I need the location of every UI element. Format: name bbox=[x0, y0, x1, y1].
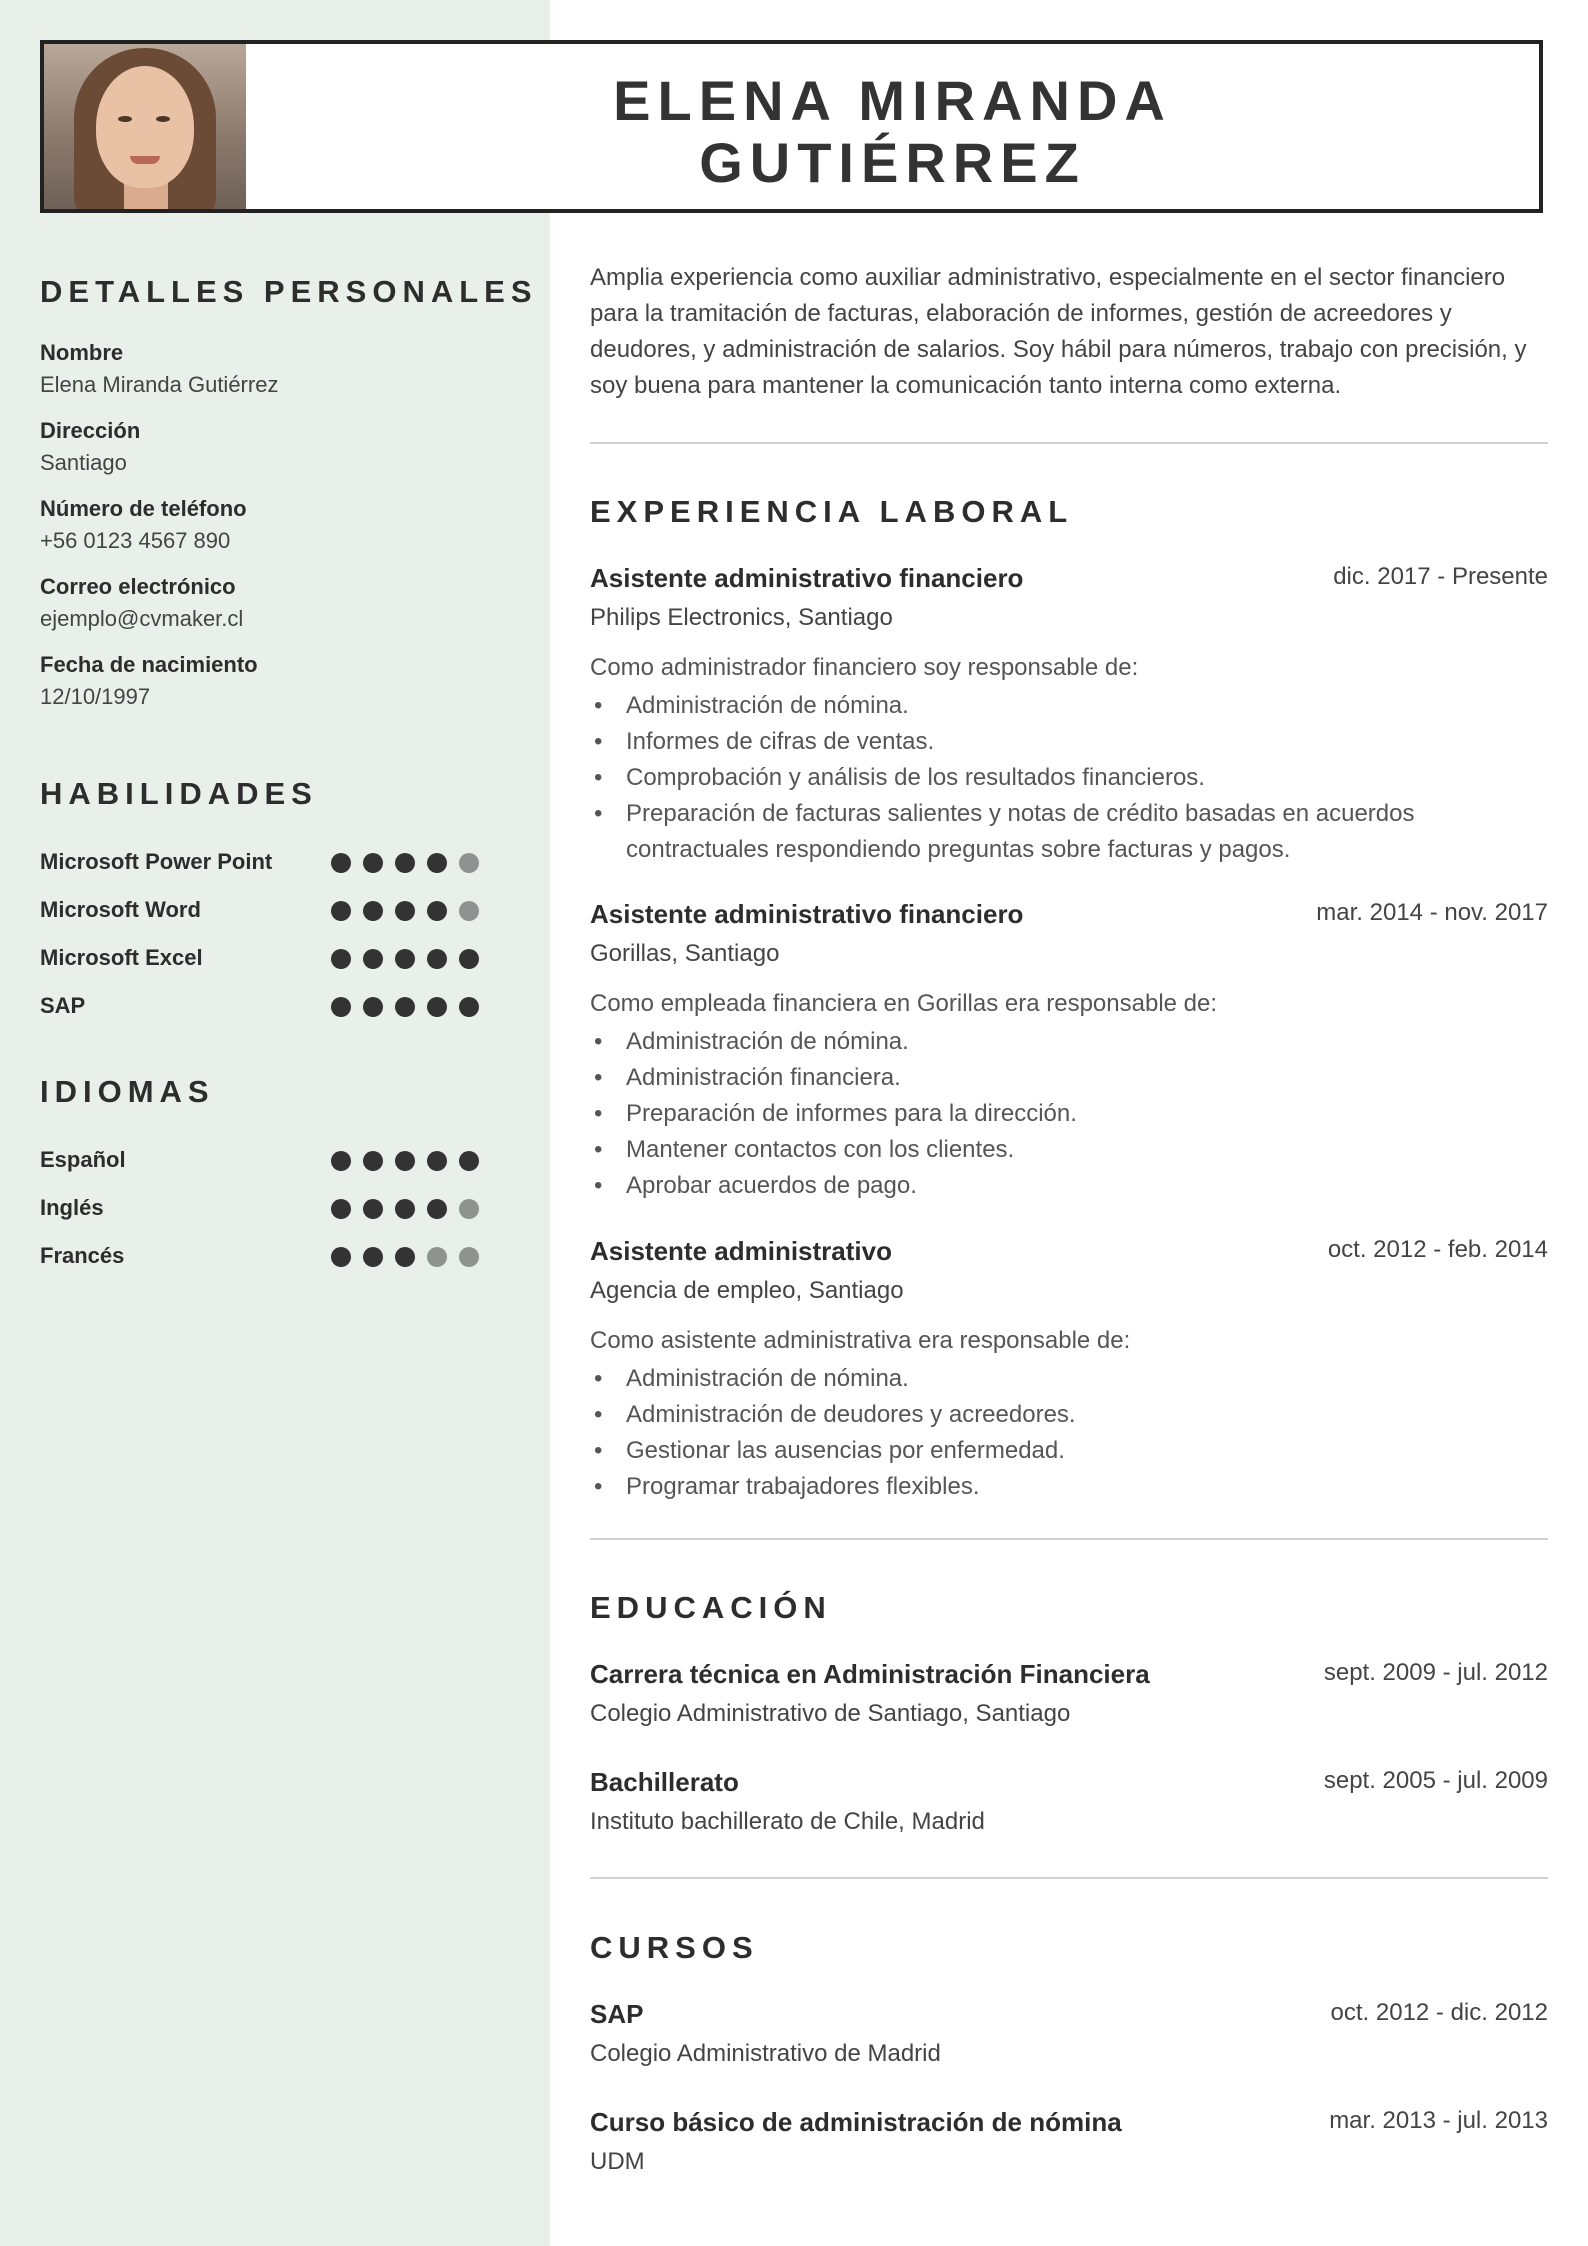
rating-dot-filled bbox=[363, 853, 383, 873]
rating-dot-empty bbox=[459, 1199, 479, 1219]
skill-row bbox=[40, 895, 480, 925]
rating-dot-empty bbox=[459, 901, 479, 921]
list-item: • Informes de cifras de ventas. bbox=[590, 724, 1550, 760]
list-item: • Administración de nómina. bbox=[590, 1361, 1550, 1397]
rating-dot-filled bbox=[331, 949, 351, 969]
header-box bbox=[40, 40, 1543, 213]
personal-details-title: DETALLES PERSONALES bbox=[40, 274, 538, 309]
detail-label-name: Nombre bbox=[40, 340, 124, 365]
language-row bbox=[40, 1193, 480, 1223]
language-name: Inglés bbox=[40, 1195, 104, 1220]
skill-row bbox=[40, 991, 480, 1021]
list-item: • Preparación de informes para la dirección. bbox=[590, 1096, 1550, 1132]
detail-label-email: Correo electrónico bbox=[40, 574, 236, 599]
detail-value-birthdate: 12/10/1997 bbox=[40, 684, 151, 709]
experience-title: EXPERIENCIA LABORAL bbox=[590, 494, 1074, 529]
rating-dot-filled bbox=[331, 997, 351, 1017]
job-bullets bbox=[590, 1361, 1550, 1505]
list-item: • Mantener contactos con los clientes. bbox=[590, 1132, 1550, 1168]
education-title-item: Bachillerato bbox=[590, 1767, 739, 1797]
skill-name: Microsoft Power Point bbox=[40, 849, 273, 874]
job-date: mar. 2014 - nov. 2017 bbox=[1316, 899, 1548, 926]
divider bbox=[590, 442, 1548, 444]
job-title: Asistente administrativo financiero bbox=[590, 899, 1024, 929]
job-title: Asistente administrativo financiero bbox=[590, 563, 1024, 593]
course-date: mar. 2013 - jul. 2013 bbox=[1329, 2107, 1548, 2134]
rating-dot-filled bbox=[395, 949, 415, 969]
education-date: sept. 2005 - jul. 2009 bbox=[1323, 1767, 1548, 1794]
list-item: • Administración de nómina. bbox=[590, 1024, 1550, 1060]
course-title: Curso básico de administración de nómina bbox=[590, 2107, 1122, 2137]
job-bullets bbox=[590, 1024, 1550, 1204]
skill-name: Microsoft Word bbox=[40, 897, 201, 922]
full-name bbox=[246, 70, 1539, 194]
skill-row bbox=[40, 847, 480, 877]
list-item: • Programar trabajadores flexibles. bbox=[590, 1469, 1550, 1505]
list-item: • Gestionar las ausencias por enfermedad. bbox=[590, 1433, 1550, 1469]
list-item: • Comprobación y análisis de los resultados financieros. bbox=[590, 760, 1550, 796]
rating-dot-filled bbox=[427, 1151, 447, 1171]
divider bbox=[590, 1538, 1548, 1540]
divider bbox=[590, 1877, 1548, 1879]
course-org: UDM bbox=[590, 2148, 645, 2175]
rating-dot-empty bbox=[427, 1247, 447, 1267]
job-date: dic. 2017 - Presente bbox=[1333, 563, 1548, 590]
education-org: Instituto bachillerato de Chile, Madrid bbox=[590, 1808, 985, 1835]
rating-dot-filled bbox=[331, 901, 351, 921]
rating-dot-filled bbox=[363, 1247, 383, 1267]
rating-dot-filled bbox=[459, 949, 479, 969]
rating-dot-filled bbox=[363, 901, 383, 921]
rating-dot-filled bbox=[395, 901, 415, 921]
rating-dot-filled bbox=[363, 949, 383, 969]
list-item: • Administración de deudores y acreedores. bbox=[590, 1397, 1550, 1433]
list-item: • Preparación de facturas salientes y notas de crédito basadas en acuerdos contractuales respondiendo preguntas sobre facturas y pagos. bbox=[590, 796, 1486, 868]
job-intro: Como administrador financiero soy responsable de: bbox=[590, 654, 1139, 681]
language-name: Español bbox=[40, 1147, 126, 1172]
skill-name: Microsoft Excel bbox=[40, 945, 203, 970]
list-item: • Administración financiera. bbox=[590, 1060, 1550, 1096]
rating-dot-filled bbox=[363, 1151, 383, 1171]
detail-value-email: ejemplo@cvmaker.cl bbox=[40, 606, 244, 631]
language-row bbox=[40, 1241, 480, 1271]
job-date: oct. 2012 - feb. 2014 bbox=[1327, 1236, 1548, 1263]
job-title: Asistente administrativo bbox=[590, 1236, 892, 1266]
detail-value-name: Elena Miranda Gutiérrez bbox=[40, 372, 279, 397]
detail-value-phone: +56 0123 4567 890 bbox=[40, 528, 231, 553]
rating-dot-filled bbox=[395, 997, 415, 1017]
rating-dot-filled bbox=[363, 997, 383, 1017]
job-bullets bbox=[590, 688, 1550, 868]
skill-name: SAP bbox=[40, 993, 86, 1018]
languages-title: IDIOMAS bbox=[40, 1074, 215, 1109]
skill-row bbox=[40, 943, 480, 973]
rating-dot-filled bbox=[427, 901, 447, 921]
rating-dot-empty bbox=[459, 1247, 479, 1267]
rating-dot-filled bbox=[459, 997, 479, 1017]
name-line-1: ELENA MIRANDA bbox=[613, 69, 1172, 132]
language-row bbox=[40, 1145, 480, 1175]
education-title-item: Carrera técnica en Administración Financiera bbox=[590, 1659, 1150, 1689]
education-date: sept. 2009 - jul. 2012 bbox=[1323, 1659, 1548, 1686]
rating-dot-filled bbox=[395, 853, 415, 873]
detail-label-phone: Número de teléfono bbox=[40, 496, 247, 521]
rating-dot-filled bbox=[363, 1199, 383, 1219]
profile-summary: Amplia experiencia como auxiliar administrativo, especialmente en el sector financiero para la tramitación de facturas, elaboración de informes, gestión de acreedores y deudores, y administración de salarios. Soy hábil para números, trabajo con precisión, y soy buena para mantener la comunicación tanto interna como externa. bbox=[590, 264, 1527, 399]
skills-title: HABILIDADES bbox=[40, 776, 318, 811]
job-org: Agencia de empleo, Santiago bbox=[590, 1277, 904, 1304]
rating-dot-filled bbox=[427, 949, 447, 969]
detail-value-address: Santiago bbox=[40, 450, 127, 475]
education-title: EDUCACIÓN bbox=[590, 1590, 832, 1625]
education-org: Colegio Administrativo de Santiago, Santiago bbox=[590, 1700, 1071, 1727]
rating-dot-filled bbox=[427, 853, 447, 873]
list-item: • Aprobar acuerdos de pago. bbox=[590, 1168, 1550, 1204]
name-line-2: GUTIÉRREZ bbox=[699, 131, 1086, 194]
rating-dot-filled bbox=[395, 1247, 415, 1267]
sidebar bbox=[0, 0, 550, 2246]
courses-title: CURSOS bbox=[590, 1930, 759, 1965]
job-org: Philips Electronics, Santiago bbox=[590, 604, 893, 631]
detail-label-address: Dirección bbox=[40, 418, 141, 443]
job-org: Gorillas, Santiago bbox=[590, 940, 780, 967]
course-date: oct. 2012 - dic. 2012 bbox=[1330, 1999, 1548, 2026]
rating-dot-filled bbox=[427, 997, 447, 1017]
job-intro: Como asistente administrativa era responsable de: bbox=[590, 1327, 1131, 1354]
course-title: SAP bbox=[590, 1999, 644, 2029]
rating-dot-filled bbox=[427, 1199, 447, 1219]
rating-dot-filled bbox=[331, 1247, 351, 1267]
rating-dot-filled bbox=[331, 853, 351, 873]
rating-dot-filled bbox=[331, 1151, 351, 1171]
rating-dot-empty bbox=[459, 853, 479, 873]
rating-dot-filled bbox=[459, 1151, 479, 1171]
rating-dot-filled bbox=[395, 1199, 415, 1219]
course-org: Colegio Administrativo de Madrid bbox=[590, 2040, 941, 2067]
rating-dot-filled bbox=[395, 1151, 415, 1171]
rating-dot-filled bbox=[331, 1199, 351, 1219]
language-name: Francés bbox=[40, 1243, 125, 1268]
detail-label-birthdate: Fecha de nacimiento bbox=[40, 652, 258, 677]
list-item: • Administración de nómina. bbox=[590, 688, 1550, 724]
profile-photo bbox=[44, 44, 246, 209]
job-intro: Como empleada financiera en Gorillas era responsable de: bbox=[590, 990, 1218, 1017]
